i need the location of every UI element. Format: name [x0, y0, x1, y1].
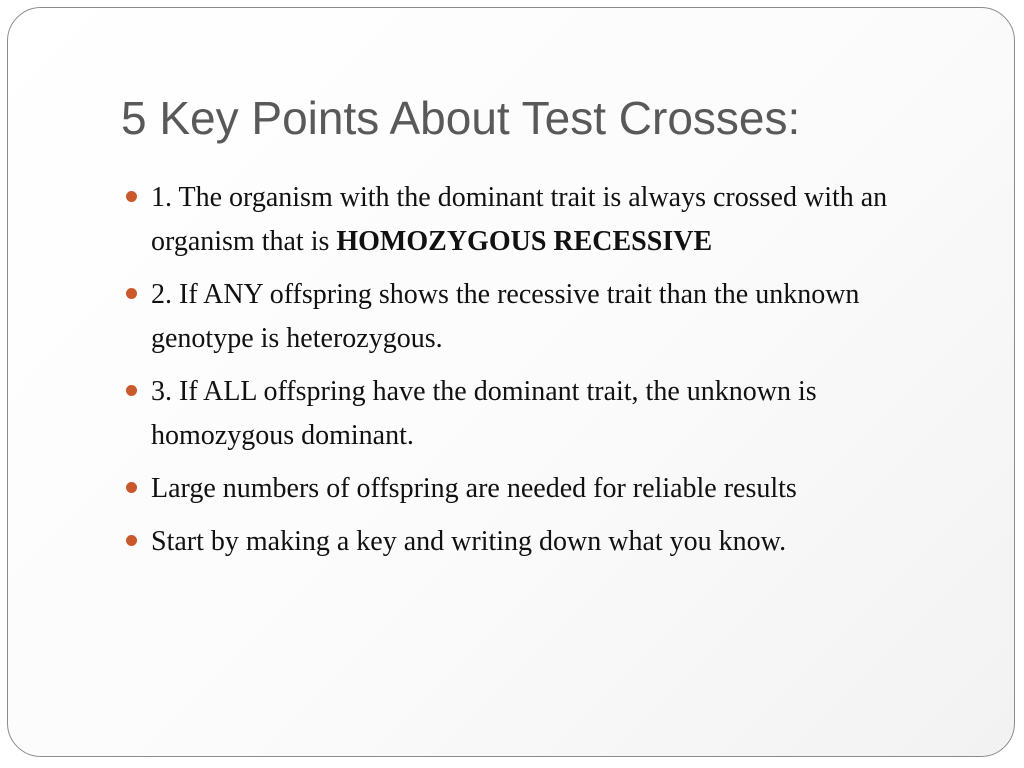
bullet-item-4	[151, 467, 951, 511]
bullet-dot-icon	[126, 191, 137, 202]
bullet-dot-icon	[126, 385, 137, 396]
bullet-text-3: 3. If ALL offspring have the dominant trait, the unknown is homozygous dominant.	[151, 376, 817, 451]
bullet-text-2: 2. If ANY offspring shows the recessive trait than the unknown genotype is heterozygous.	[151, 279, 860, 354]
bullet-item-2	[151, 273, 951, 361]
bullet-dot-icon	[126, 482, 137, 493]
bullet-dot-icon	[126, 535, 137, 546]
bullet-item-3	[151, 370, 951, 458]
slide-title: 5 Key Points About Test Crosses:	[121, 92, 801, 144]
bullet-item-1	[151, 176, 951, 264]
bullet-list	[151, 176, 951, 573]
slide-frame	[7, 7, 1015, 757]
bullet-text-1: 1. The organism with the dominant trait is always crossed with an organism that is	[151, 182, 888, 257]
bullet-dot-icon	[126, 288, 137, 299]
bullet-item-5	[151, 520, 951, 564]
bullet-text-5: Start by making a key and writing down what you know.	[151, 526, 787, 557]
bullet-emphasis-1: HOMOZYGOUS RECESSIVE	[336, 226, 713, 257]
bullet-text-4: Large numbers of offspring are needed for reliable results	[151, 473, 797, 504]
